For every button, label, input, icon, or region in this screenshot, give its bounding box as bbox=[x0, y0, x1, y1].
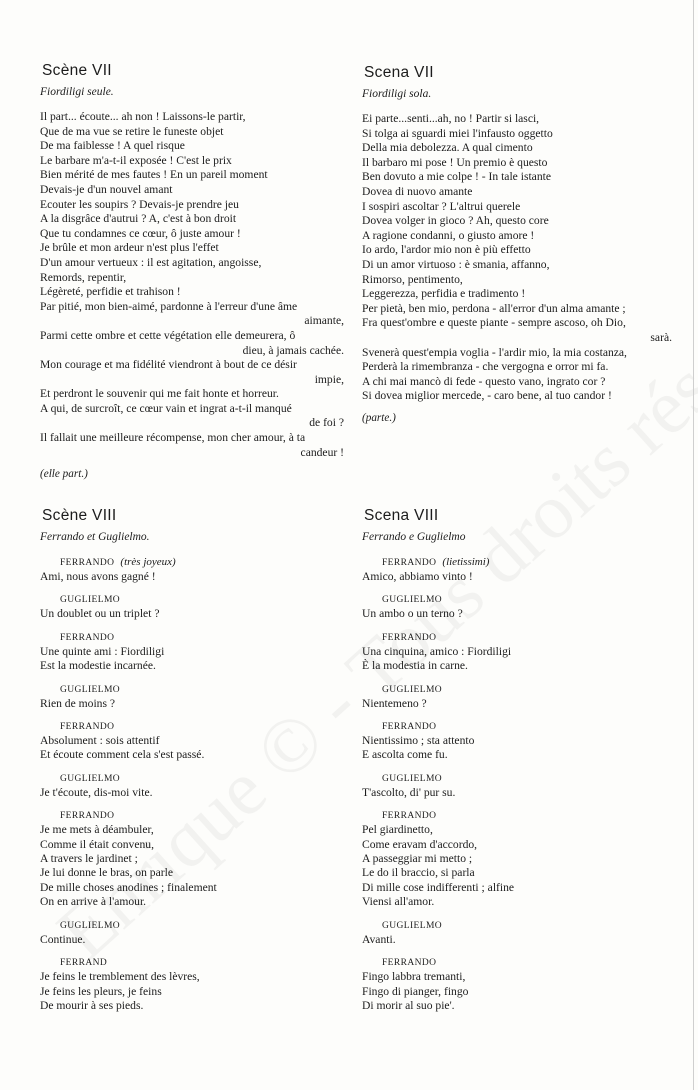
verse-line: Ei parte...senti...ah, no ! Partir si lasci, bbox=[362, 112, 540, 125]
speech bbox=[362, 956, 672, 1013]
speech-line: Nientemeno ? bbox=[362, 696, 427, 710]
speech bbox=[362, 720, 672, 763]
exit-direction: (parte.) bbox=[362, 411, 396, 424]
speaker-name bbox=[382, 683, 672, 697]
speech bbox=[40, 720, 344, 763]
verse-line: Il barbaro mi pose ! Un premio è questo bbox=[362, 155, 548, 169]
speech-line: Di mille cose indifferenti ; alfine bbox=[362, 880, 515, 894]
verse-line: aimante, bbox=[304, 314, 344, 328]
verse-line: Ben dovuto a mie colpe ! - In tale istante bbox=[362, 170, 551, 184]
speech-line: A travers le jardinet ; bbox=[40, 852, 138, 866]
speech-line: Come eravam d'accordo, bbox=[362, 837, 478, 851]
speech-lines bbox=[40, 697, 344, 711]
speaker-label: GUGLIELMO bbox=[382, 920, 443, 931]
speech bbox=[40, 772, 344, 800]
speech bbox=[40, 683, 344, 711]
stage-direction: Fiordiligi seule. bbox=[40, 86, 114, 98]
verse-line: I sospiri ascoltar ? L'altrui querele bbox=[362, 199, 521, 213]
speaker-name bbox=[382, 555, 672, 570]
speaker-label: GUGLIELMO bbox=[382, 684, 443, 695]
page-edge bbox=[693, 0, 694, 1090]
verse-line: Que tu condamnes ce cœur, ô juste amour ! bbox=[40, 226, 241, 240]
speaker-label: FERRANDO bbox=[60, 811, 115, 822]
verse-line: Bien mérité de mes fautes ! En un pareil moment bbox=[40, 168, 268, 182]
speaker-label: FERRANDO bbox=[382, 632, 437, 643]
verse-line: Perderà la rimembranza - che vergogna e orror mi fa. bbox=[362, 360, 609, 374]
verse-line: Svenerà quest'empia voglia - l'ardir mio, la mia costanza, bbox=[362, 345, 627, 359]
verse-line: candeur ! bbox=[300, 445, 344, 459]
verse-line: dieu, à jamais cachée. bbox=[242, 343, 344, 357]
speech-lines bbox=[362, 970, 672, 1013]
verse-line: Le barbare m'a-t-il exposée ! C'est le prix bbox=[40, 153, 232, 167]
speech-line: Pel giardinetto, bbox=[362, 823, 433, 837]
verse-line: Que de ma vue se retire le funeste objet bbox=[40, 124, 224, 138]
speech-line: Et écoute comment cela s'est passé. bbox=[40, 748, 205, 762]
speech-lines bbox=[40, 734, 344, 763]
speech-line: Avanti. bbox=[362, 932, 396, 946]
verse-line: Et perdront le souvenir qui me fait honte et horreur. bbox=[40, 387, 279, 401]
speaker-label: FERRANDO bbox=[382, 558, 437, 568]
speech-line: Un doublet ou un triplet ? bbox=[40, 607, 160, 621]
verse bbox=[362, 112, 672, 404]
verse-line: Si tolga ai sguardi miei l'infausto oggetto bbox=[362, 126, 553, 140]
stage-direction: Ferrando et Guglielmo. bbox=[40, 531, 150, 543]
verse-line: Della mia debolezza. A qual cimento bbox=[362, 141, 533, 155]
speaker-name bbox=[60, 593, 344, 607]
verse-line: de foi ? bbox=[309, 416, 344, 430]
speaker-label: FERRANDO bbox=[60, 632, 115, 643]
speaker-direction: (très joyeux) bbox=[120, 556, 176, 568]
speech-line: Fingo labbra tremanti, bbox=[362, 970, 466, 984]
speech bbox=[362, 631, 672, 674]
speaker-name bbox=[60, 956, 344, 970]
speech-lines bbox=[40, 607, 344, 621]
verse-line: A la disgrâce d'autrui ? A, c'est à bon droit bbox=[40, 212, 237, 226]
speaker-label: FERRANDO bbox=[382, 811, 437, 822]
speech bbox=[40, 631, 344, 674]
verse-line: Mon courage et ma fidélité viendront à bout de ce désir bbox=[40, 358, 297, 372]
verse-line: Rimorso, pentimento, bbox=[362, 272, 463, 286]
speaker-name bbox=[382, 631, 672, 645]
verse-line: Dovea volger in gioco ? Ah, questo core bbox=[362, 214, 549, 228]
scene-title: Scena VII bbox=[364, 64, 434, 81]
speech bbox=[40, 593, 344, 621]
speech bbox=[40, 919, 344, 947]
speaker-label: FERRANDO bbox=[60, 558, 115, 568]
speech bbox=[40, 809, 344, 909]
speaker-direction: (lietissimi) bbox=[442, 556, 490, 568]
speaker-name bbox=[60, 720, 344, 734]
verse-line: Dovea di nuovo amante bbox=[362, 184, 473, 198]
stage-direction: Fiordiligi sola. bbox=[362, 88, 432, 100]
verse-line: Leggerezza, perfidia e tradimento ! bbox=[362, 287, 526, 301]
speech bbox=[362, 593, 672, 621]
speech-lines bbox=[362, 645, 672, 674]
scene-7-fr bbox=[40, 62, 344, 480]
speech-line: Di morir al suo pie'. bbox=[362, 998, 455, 1012]
verse bbox=[40, 110, 344, 460]
speech-line: Viensi all'amor. bbox=[362, 895, 435, 909]
speaker-label: GUGLIELMO bbox=[60, 684, 121, 695]
speech-line: De mille choses anodines ; finalement bbox=[40, 880, 217, 894]
speech-line: Je feins les pleurs, je feins bbox=[40, 984, 162, 998]
speaker-name bbox=[60, 631, 344, 645]
speaker-name bbox=[60, 683, 344, 697]
speech bbox=[362, 683, 672, 711]
verse-line: De ma faiblesse ! A quel risque bbox=[40, 139, 185, 153]
verse-line: Je brûle et mon ardeur n'est plus l'effet bbox=[40, 241, 219, 255]
speech bbox=[362, 809, 672, 909]
speech-lines bbox=[362, 570, 672, 584]
speech-line: T'ascolto, di' pur su. bbox=[362, 785, 456, 799]
speech-line: Un ambo o un terno ? bbox=[362, 607, 463, 621]
verse-line: Il part... écoute... ah non ! Laissons-le partir, bbox=[40, 110, 246, 123]
speech-line: Continue. bbox=[40, 932, 86, 946]
scene-title: Scène VII bbox=[42, 62, 112, 79]
speech-line: Le do il braccio, si parla bbox=[362, 866, 475, 880]
scene-8-fr bbox=[40, 507, 344, 1022]
speaker-label: FERRANDO bbox=[60, 722, 115, 733]
speech-line: Je lui donne le bras, on parle bbox=[40, 866, 173, 880]
speech-lines bbox=[40, 823, 344, 909]
speech-lines bbox=[40, 570, 344, 584]
verse-line: Ecouter les soupirs ? Devais-je prendre jeu bbox=[40, 197, 239, 211]
speech-lines bbox=[362, 933, 672, 947]
speech-lines bbox=[362, 823, 672, 909]
stage-direction: Ferrando e Guglielmo bbox=[362, 531, 466, 543]
verse-line: Parmi cette ombre et cette végétation elle demeurera, ô bbox=[40, 328, 296, 342]
speaker-name bbox=[382, 720, 672, 734]
verse-line: A ragione condanni, o giusto amore ! bbox=[362, 228, 535, 242]
speaker-label: GUGLIELMO bbox=[60, 773, 121, 784]
speaker-name bbox=[382, 772, 672, 786]
speech-lines bbox=[40, 970, 344, 1013]
speech-lines bbox=[40, 786, 344, 800]
speaker-label: GUGLIELMO bbox=[382, 595, 443, 606]
verse-line: impie, bbox=[314, 372, 344, 386]
scene-7-it bbox=[362, 64, 672, 424]
verse-line: Légèreté, perfidie et trahison ! bbox=[40, 285, 181, 299]
speaker-label: GUGLIELMO bbox=[382, 773, 443, 784]
speech-line: Fingo di pianger, fingo bbox=[362, 984, 469, 998]
speaker-name bbox=[60, 809, 344, 823]
speaker-name bbox=[382, 919, 672, 933]
speech-line: Une quinte ami : Fiordiligi bbox=[40, 644, 165, 658]
speech-line: Absolument : sois attentif bbox=[40, 734, 160, 748]
exit-direction: (elle part.) bbox=[40, 468, 88, 481]
speaker-name bbox=[60, 919, 344, 933]
speaker-label: FERRANDO bbox=[382, 722, 437, 733]
speaker-label: FERRANDO bbox=[382, 958, 437, 969]
speech bbox=[40, 555, 344, 584]
verse-line: Par pitié, mon bien-aimé, pardonne à l'erreur d'une âme bbox=[40, 299, 298, 313]
verse-line: Remords, repentir, bbox=[40, 270, 127, 284]
verse-line: Io ardo, l'ardor mio non è più effetto bbox=[362, 243, 531, 257]
speech-line: Ami, nous avons gagné ! bbox=[40, 570, 156, 583]
speech-lines bbox=[362, 786, 672, 800]
verse-line: Si dovea miglior mercede, - caro bene, al tuo candor ! bbox=[362, 389, 612, 403]
verse-line: Per pietà, ben mio, perdona - all'error d'un alma amante ; bbox=[362, 301, 626, 315]
verse-line: A chi mai mancò di fede - questo vano, ingrato cor ? bbox=[362, 374, 606, 388]
speech bbox=[362, 919, 672, 947]
speech-lines bbox=[362, 697, 672, 711]
speech bbox=[362, 772, 672, 800]
speaker-name bbox=[382, 956, 672, 970]
speaker-name bbox=[382, 593, 672, 607]
speaker-label: FERRAND bbox=[60, 958, 108, 969]
speaker-name bbox=[60, 772, 344, 786]
scene-title: Scène VIII bbox=[42, 507, 117, 524]
speech-lines bbox=[40, 933, 344, 947]
speech-line: Est la modestie incarnée. bbox=[40, 659, 156, 673]
speech-line: Una cinquina, amico : Fiordiligi bbox=[362, 644, 512, 658]
speaker-name bbox=[382, 809, 672, 823]
speech-line: È la modestia in carne. bbox=[362, 659, 468, 673]
speech-line: Je me mets à déambuler, bbox=[40, 823, 154, 837]
speech-line: De mourir à ses pieds. bbox=[40, 998, 144, 1012]
speech-line: Comme il était convenu, bbox=[40, 837, 154, 851]
speech-line: Nientissimo ; sta attento bbox=[362, 734, 475, 748]
scene-title: Scena VIII bbox=[364, 507, 439, 524]
speech-line: Je feins le tremblement des lèvres, bbox=[40, 970, 200, 984]
verse-line: Fra quest'ombre e queste piante - sempre ascoso, oh Dio, bbox=[362, 316, 626, 330]
verse-line: Di un amor virtuoso : è smania, affanno, bbox=[362, 257, 550, 271]
speech-line: A passeggiar mi metto ; bbox=[362, 852, 473, 866]
verse-line: A qui, de surcroît, ce cœur vain et ingrat a-t-il manqué bbox=[40, 401, 292, 415]
speaker-label: GUGLIELMO bbox=[60, 595, 121, 606]
speech bbox=[40, 956, 344, 1013]
verse-line: sarà. bbox=[650, 330, 672, 344]
verse-line: Il fallait une meilleure récompense, mon cher amour, à ta bbox=[40, 431, 306, 445]
scene-8-it bbox=[362, 507, 672, 1022]
speech-lines bbox=[362, 607, 672, 621]
dialogue bbox=[40, 555, 344, 1013]
speaker-label: GUGLIELMO bbox=[60, 920, 121, 931]
speech-lines bbox=[40, 645, 344, 674]
speech-line: Amico, abbiamo vinto ! bbox=[362, 570, 473, 583]
dialogue bbox=[362, 555, 672, 1013]
speech bbox=[362, 555, 672, 584]
speech-line: On en arrive à l'amour. bbox=[40, 895, 147, 909]
speech-line: Rien de moins ? bbox=[40, 696, 116, 710]
speech-lines bbox=[362, 734, 672, 763]
verse-line: Devais-je d'un nouvel amant bbox=[40, 182, 173, 196]
verse-line: D'un amour vertueux : il est agitation, angoisse, bbox=[40, 255, 262, 269]
speaker-name bbox=[60, 555, 344, 570]
speech-line: E ascolta come fu. bbox=[362, 748, 448, 762]
speech-line: Je t'écoute, dis-moi vite. bbox=[40, 785, 153, 799]
